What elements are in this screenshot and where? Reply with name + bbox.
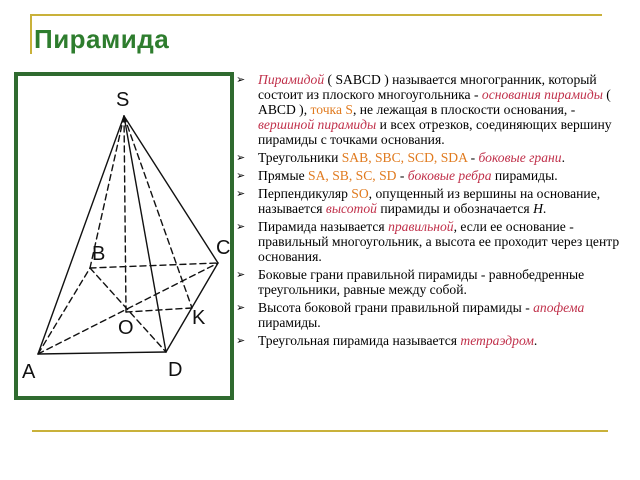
edge-BC — [90, 263, 218, 268]
left-rule — [30, 14, 32, 54]
edge-SC — [124, 116, 218, 263]
list-item: ➢ Треугольная пирамида называется тетраэдром. — [236, 333, 632, 348]
list-item: ➢ Прямые SA, SB, SC, SD - боковые ребра пирамиды. — [236, 168, 632, 183]
list-item: ➢ Пирамида называется правильной, если ее основание - правильный многоугольник, а высота ее проходит через центр основания. — [236, 219, 632, 264]
edge-SA — [38, 116, 124, 354]
label-K: K — [192, 307, 206, 329]
page-title: Пирамида — [34, 24, 170, 54]
label-O: O — [118, 317, 134, 339]
list-item: ➢ Пирамидой ( SABCD ) называется многогранник, который состоит из плоского многоугольника - основания пирамиды ( ABCD ), точка S, не лежащая в плоскости основания, - вершиной пирамиды и всех отрезков, соединяющих вершину пирамиды с точками основания. — [236, 72, 632, 147]
definitions-column — [236, 72, 632, 351]
label-C: C — [216, 237, 230, 259]
top-rule — [30, 14, 602, 16]
list-item: ➢ Перпендикуляр SO, опущенный из вершины на основание, называется высотой пирамиды и обозначается H. — [236, 186, 632, 216]
definitions-list — [236, 72, 632, 348]
height-SO — [124, 116, 126, 312]
list-item: ➢ Высота боковой грани правильной пирамиды - апофема пирамиды. — [236, 300, 632, 330]
pyramid-figure — [14, 72, 234, 400]
label-B: B — [92, 243, 106, 265]
label-S: S — [116, 89, 130, 111]
apothem-SK — [124, 116, 192, 308]
bottom-rule — [32, 430, 608, 432]
list-item: ➢ Боковые грани правильной пирамиды - равнобедренные треугольники, равные между собой. — [236, 267, 632, 297]
label-A: A — [22, 361, 36, 383]
pyramid-drawing — [18, 76, 230, 396]
edge-AD — [38, 352, 166, 354]
list-item: ➢ Треугольники SAB, SBC, SCD, SDA - боковые грани. — [236, 150, 632, 165]
label-D: D — [168, 359, 183, 381]
diagonal-BD — [90, 268, 166, 352]
